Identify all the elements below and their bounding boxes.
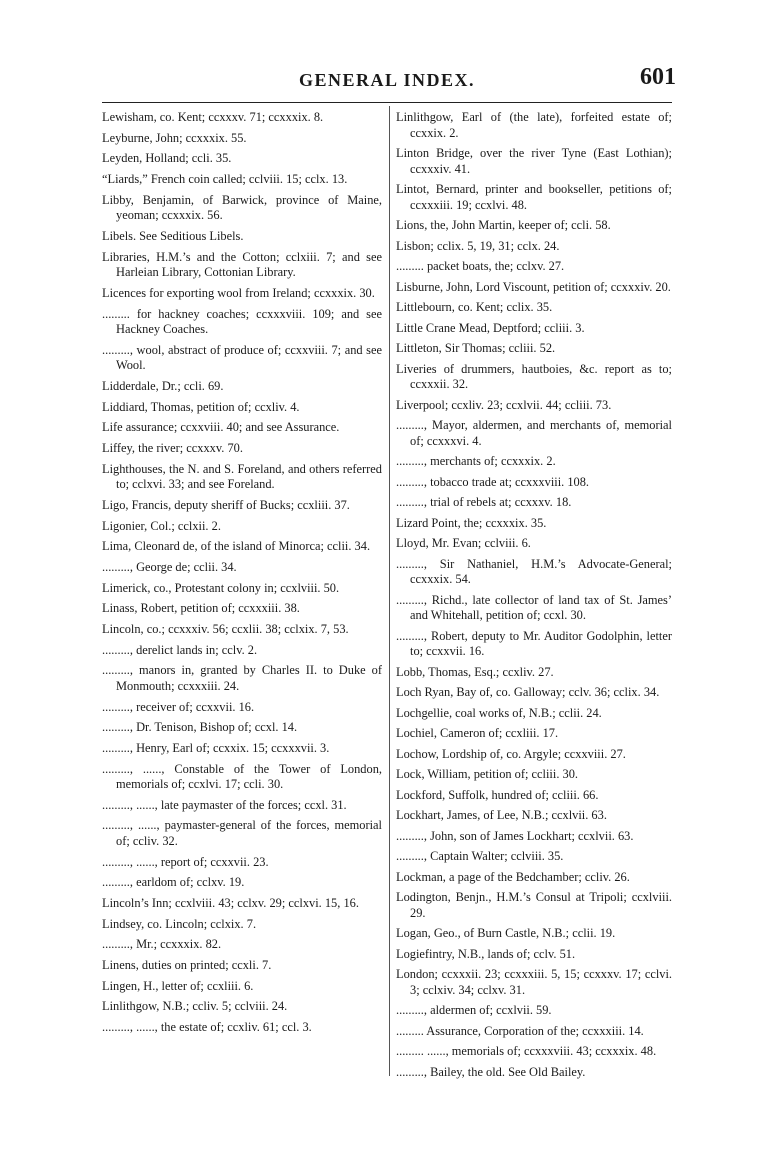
index-entry: Loch Ryan, Bay of, co. Galloway; cclv. 36; cclix. 34. <box>396 685 660 699</box>
index-entry: Linton Bridge, over the river Tyne (East Lothian); ccxxxiv. 41. <box>396 146 672 176</box>
index-column-right <box>396 110 672 1085</box>
index-entry: Lochgellie, coal works of, N.B.; cclii. 24. <box>396 705 602 720</box>
index-entry: ........., earldom of; cclxv. 19. <box>102 875 245 890</box>
index-entry: Lindsey, co. Lincoln; cclxix. 7. <box>102 916 257 931</box>
index-entry: Logan, Geo., of Burn Castle, N.B.; cclii. 19. <box>396 926 616 940</box>
index-entry: ......... packet boats, the; cclxv. 27. <box>396 259 565 273</box>
index-entry: ........., Mr.; ccxxxix. 82. <box>102 937 222 952</box>
index-entry: Lodington, Benjn., H.M.’s Consul at Tripoli; ccxlviii. 29. <box>396 890 672 920</box>
index-entry: Lighthouses, the N. and S. Foreland, and others referred to; cclxvi. 33; and see Foreland. <box>102 461 382 492</box>
index-entry: ........., ......, report of; ccxxvii. 23. <box>102 854 269 869</box>
index-entry: Lidderdale, Dr.; ccli. 69. <box>102 378 224 393</box>
index-entry: ........., aldermen of; ccxlvii. 59. <box>396 1003 552 1017</box>
index-entry: ........., Bailey, the old. See Old Bailey. <box>396 1064 586 1079</box>
index-entry: Lobb, Thomas, Esq.; ccxliv. 27. <box>396 664 554 679</box>
index-entry: Libraries, H.M.’s and the Cotton; cclxiii. 7; and see Harleian Library, Cottonian Library. <box>102 249 382 280</box>
index-entry: “Liards,” French coin called; cclviii. 15; cclx. 13. <box>102 172 348 187</box>
index-entry: Logiefintry, N.B., lands of; cclv. 51. <box>396 946 576 961</box>
index-entry: Lisbon; cclix. 5, 19, 31; cclx. 24. <box>396 238 560 253</box>
index-entry: Leyburne, John; ccxxxix. 55. <box>102 130 247 145</box>
index-entry: ........., manors in, granted by Charles II. to Duke of Monmouth; ccxxxiii. 24. <box>102 663 382 693</box>
index-entry: ........., trial of rebels at; ccxxxv. 18. <box>396 495 572 509</box>
index-entry: Liverpool; ccxliv. 23; ccxlvii. 44; ccliii. 73. <box>396 397 612 412</box>
index-entry: ........., merchants of; ccxxxix. 2. <box>396 454 556 468</box>
index-entry: Lima, Cleonard de, of the island of Minorca; cclii. 34. <box>102 539 371 554</box>
index-entry: Libby, Benjamin, of Barwick, province of Maine, yeoman; ccxxxix. 56. <box>102 192 382 223</box>
index-entry: ........., Sir Nathaniel, H.M.’s Advocate-General; ccxxxix. 54. <box>396 556 672 586</box>
index-entry: ........., ......, Constable of the Tower of London, memorials of; ccxlvi. 17; ccli. 30. <box>102 761 382 792</box>
index-entry: ........., ......, the estate of; ccxliv. 61; ccl. 3. <box>102 1020 312 1035</box>
index-entry: Libels. See Seditious Libels. <box>102 228 244 243</box>
index-entry: Ligonier, Col.; cclxii. 2. <box>102 518 221 533</box>
index-entry: ........., Mayor, aldermen, and merchants of, memorial of; ccxxxvi. 4. <box>396 418 672 448</box>
index-entry: Leyden, Holland; ccli. 35. <box>102 151 232 166</box>
index-entry: ........., Captain Walter; cclviii. 35. <box>396 849 564 863</box>
index-entry: Licences for exporting wool from Ireland; ccxxxix. 30. <box>102 285 375 300</box>
index-entry: Lions, the, John Martin, keeper of; ccli. 58. <box>396 218 611 232</box>
index-entry: London; ccxxxii. 23; ccxxxiii. 5, 15; ccxxxv. 17; cclvi. 3; cclxiv. 34; cclxv. 31. <box>396 967 672 997</box>
index-entry: Lockford, Suffolk, hundred of; ccliii. 66. <box>396 787 599 802</box>
index-entry: Linass, Robert, petition of; ccxxxiii. 38. <box>102 601 300 616</box>
index-entry: ......... ......, memorials of; ccxxxviii. 43; ccxxxix. 48. <box>396 1044 657 1058</box>
index-entry: Lochow, Lordship of, co. Argyle; ccxxviii. 27. <box>396 746 626 761</box>
index-entry: Lockman, a page of the Bedchamber; ccliv. 26. <box>396 869 630 884</box>
index-entry: Little Crane Mead, Deptford; ccliii. 3. <box>396 320 585 335</box>
index-entry: ........., Dr. Tenison, Bishop of; ccxl. 14. <box>102 720 298 735</box>
index-entry: ........., wool, abstract of produce of; ccxxviii. 7; and see Wool. <box>102 342 382 373</box>
index-entry: Lochiel, Cameron of; ccxliii. 17. <box>396 726 559 740</box>
index-entry: Life assurance; ccxxviii. 40; and see Assurance. <box>102 420 340 435</box>
index-entry: Limerick, co., Protestant colony in; ccxlviii. 50. <box>102 580 340 595</box>
index-entry: Ligo, Francis, deputy sheriff of Bucks; ccxliii. 37. <box>102 497 350 512</box>
index-entry: ......... Assurance, Corporation of the; ccxxxiii. 14. <box>396 1023 644 1038</box>
index-entry: Liveries of drummers, hautboies, &c. report as to; ccxxxii. 32. <box>396 361 672 391</box>
page-number: 601 <box>640 64 676 90</box>
index-entry: Lingen, H., letter of; ccxliii. 6. <box>102 978 254 993</box>
index-entry: ........., derelict lands in; cclv. 2. <box>102 642 258 657</box>
index-entry: Lincoln’s Inn; ccxlviii. 43; cclxv. 29; cclxvi. 15, 16. <box>102 896 359 910</box>
index-entry: ........., George de; cclii. 34. <box>102 559 237 574</box>
index-entry: Lintot, Bernard, printer and bookseller, petitions of; ccxxxiii. 19; ccxlvi. 48. <box>396 182 672 212</box>
index-entry: Littleton, Sir Thomas; ccliii. 52. <box>396 341 556 355</box>
index-column-left <box>102 110 382 1041</box>
index-entry: ........., John, son of James Lockhart; ccxlvii. 63. <box>396 828 634 843</box>
index-entry: ......... for hackney coaches; ccxxxviii. 109; and see Hackney Coaches. <box>102 306 382 336</box>
index-entry: Lloyd, Mr. Evan; cclviii. 6. <box>396 536 531 550</box>
index-entry: ........., Richd., late collector of land tax of St. James’ and Whitehall, petition of; ccxl. 30. <box>396 592 672 622</box>
index-entry: Lisburne, John, Lord Viscount, petition of; ccxxxiv. 20. <box>396 279 671 294</box>
index-entry: Lewisham, co. Kent; ccxxxv. 71; ccxxxix. 8. <box>102 110 324 124</box>
running-title: GENERAL INDEX. <box>298 70 476 90</box>
index-entry: ........., tobacco trade at; ccxxxviii. 108. <box>396 474 590 489</box>
index-entry: Liffey, the river; ccxxxv. 70. <box>102 440 243 455</box>
index-entry: ........., Robert, deputy to Mr. Auditor Godolphin, letter to; ccxxvii. 16. <box>396 628 672 658</box>
index-entry: ........., Henry, Earl of; ccxxix. 15; ccxxxvii. 3. <box>102 740 330 755</box>
index-entry: Lizard Point, the; ccxxxix. 35. <box>396 515 547 530</box>
index-entry: Linens, duties on printed; ccxli. 7. <box>102 958 272 973</box>
index-entry: ........., ......, late paymaster of the forces; ccxl. 31. <box>102 797 347 812</box>
index-entry: ........., ......, paymaster-general of the forces, memorial of; ccliv. 32. <box>102 818 382 848</box>
page-header <box>102 64 676 98</box>
index-entry: Lockhart, James, of Lee, N.B.; ccxlvii. 63. <box>396 808 607 822</box>
index-entry: Linlithgow, Earl of (the late), forfeited estate of; ccxxix. 2. <box>396 110 672 140</box>
column-divider <box>389 106 390 1076</box>
index-entry: Littlebourn, co. Kent; cclix. 35. <box>396 300 553 314</box>
index-entry: ........., receiver of; ccxxvii. 16. <box>102 699 255 714</box>
index-entry: Lock, William, petition of; ccliii. 30. <box>396 767 578 781</box>
index-entry: Lincoln, co.; ccxxxiv. 56; ccxlii. 38; cclxix. 7, 53. <box>102 621 349 636</box>
header-rule <box>102 102 672 103</box>
index-entry: Linlithgow, N.B.; ccliv. 5; cclviii. 24. <box>102 999 288 1014</box>
index-entry: Liddiard, Thomas, petition of; ccxliv. 4. <box>102 399 300 414</box>
